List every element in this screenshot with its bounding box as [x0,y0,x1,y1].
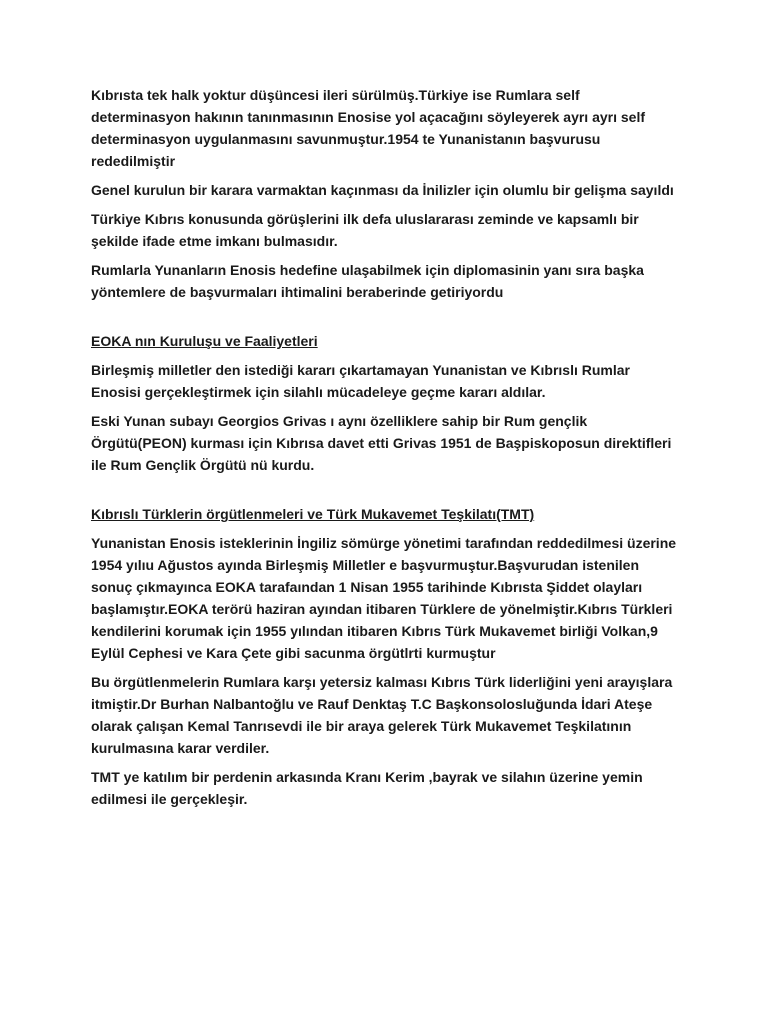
paragraph: Rumlarla Yunanların Enosis hedefine ulaşabilmek için diplomasinin yanı sıra başka yöntemlere de başvurmaları ihtimalini beraberinde getiriyordu [91,262,644,300]
paragraph: Bu örgütlenmelerin Rumlara karşı yetersiz kalması Kıbrıs Türk liderliğini yeni arayışlara itmiştir.Dr Burhan Nalbantoğlu ve Rauf Denktaş T.C Başkonsolosluğunda İdari Ateşe olarak çalışan Kemal Tanrısevdi ile bir araya gelerek Türk Mukavemet Teşkilatının kurulmasına karar verdiler. [91,674,673,756]
paragraph: Yunanistan Enosis isteklerinin İngiliz sömürge yönetimi tarafından reddedilmesi üzerine 1954 yılıu Ağustos ayında Birleşmiş Milletler e başvurmuştur.Başvurudan istenilen sonuç çıkmayınca EOKA tarafaından 1 Nisan 1955 tarihinde Kıbrısta Şiddet olayları başlamıştır.EOKA terörü haziran ayından itibaren Türklere de yönelmiştir.Kıbrıs Türkleri kendilerini korumak için 1955 yılından itibaren Kıbrıs Türk Mukavemet birliği Volkan,9 Eylül Cephesi ve Kara Çete gibi sacunma örgütlrti kurmuştur [91,535,677,661]
paragraph: Genel kurulun bir karara varmaktan kaçınması da İnilizler için olumlu bir gelişma sayıldı [91,182,674,198]
paragraph: Birleşmiş milletler den istediği kararı çıkartamayan Yunanistan ve Kıbrıslı Rumlar Enosisi gerçekleştirmek için silahlı mücadeleye geçme kararı aldılar. [91,362,630,400]
section-heading-tmt: Kıbrıslı Türklerin örgütlenmeleri ve Türk Mukavemet Teşkilatı(TMT) [91,506,535,522]
spacer [91,310,683,330]
paragraph: Eski Yunan subayı Georgios Grivas ı aynı özelliklere sahip bir Rum gençlik Örgütü(PEON) kurması için Kıbrısa davet etti Grivas 1951 de Başpiskoposun direktifleri ile Rum Gençlik Örgütü nü kurdu. [91,413,672,473]
paragraph: TMT ye katılım bir perdenin arkasında Kranı Kerim ,bayrak ve silahın üzerine yemin edilmesi ile gerçekleşir. [91,769,643,807]
document-page [91,84,683,817]
paragraph: Türkiye Kıbrıs konusunda görüşlerini ilk defa uluslararası zeminde ve kapsamlı bir şekilde ifade etme imkanı bulmasıdır. [91,211,639,249]
spacer [91,483,683,503]
paragraph: Kıbrısta tek halk yoktur düşüncesi ileri sürülmüş.Türkiye ise Rumlara self determinasyon hakının tanınmasının Enosise yol açacağını söyleyerek ayrı ayrı self determinasyon uygulanmasını savunmuştur.1954 te Yunanistanın başvurusu rededilmiştir [91,87,646,169]
section-heading-eoka: EOKA nın Kuruluşu ve Faaliyetleri [91,333,318,349]
